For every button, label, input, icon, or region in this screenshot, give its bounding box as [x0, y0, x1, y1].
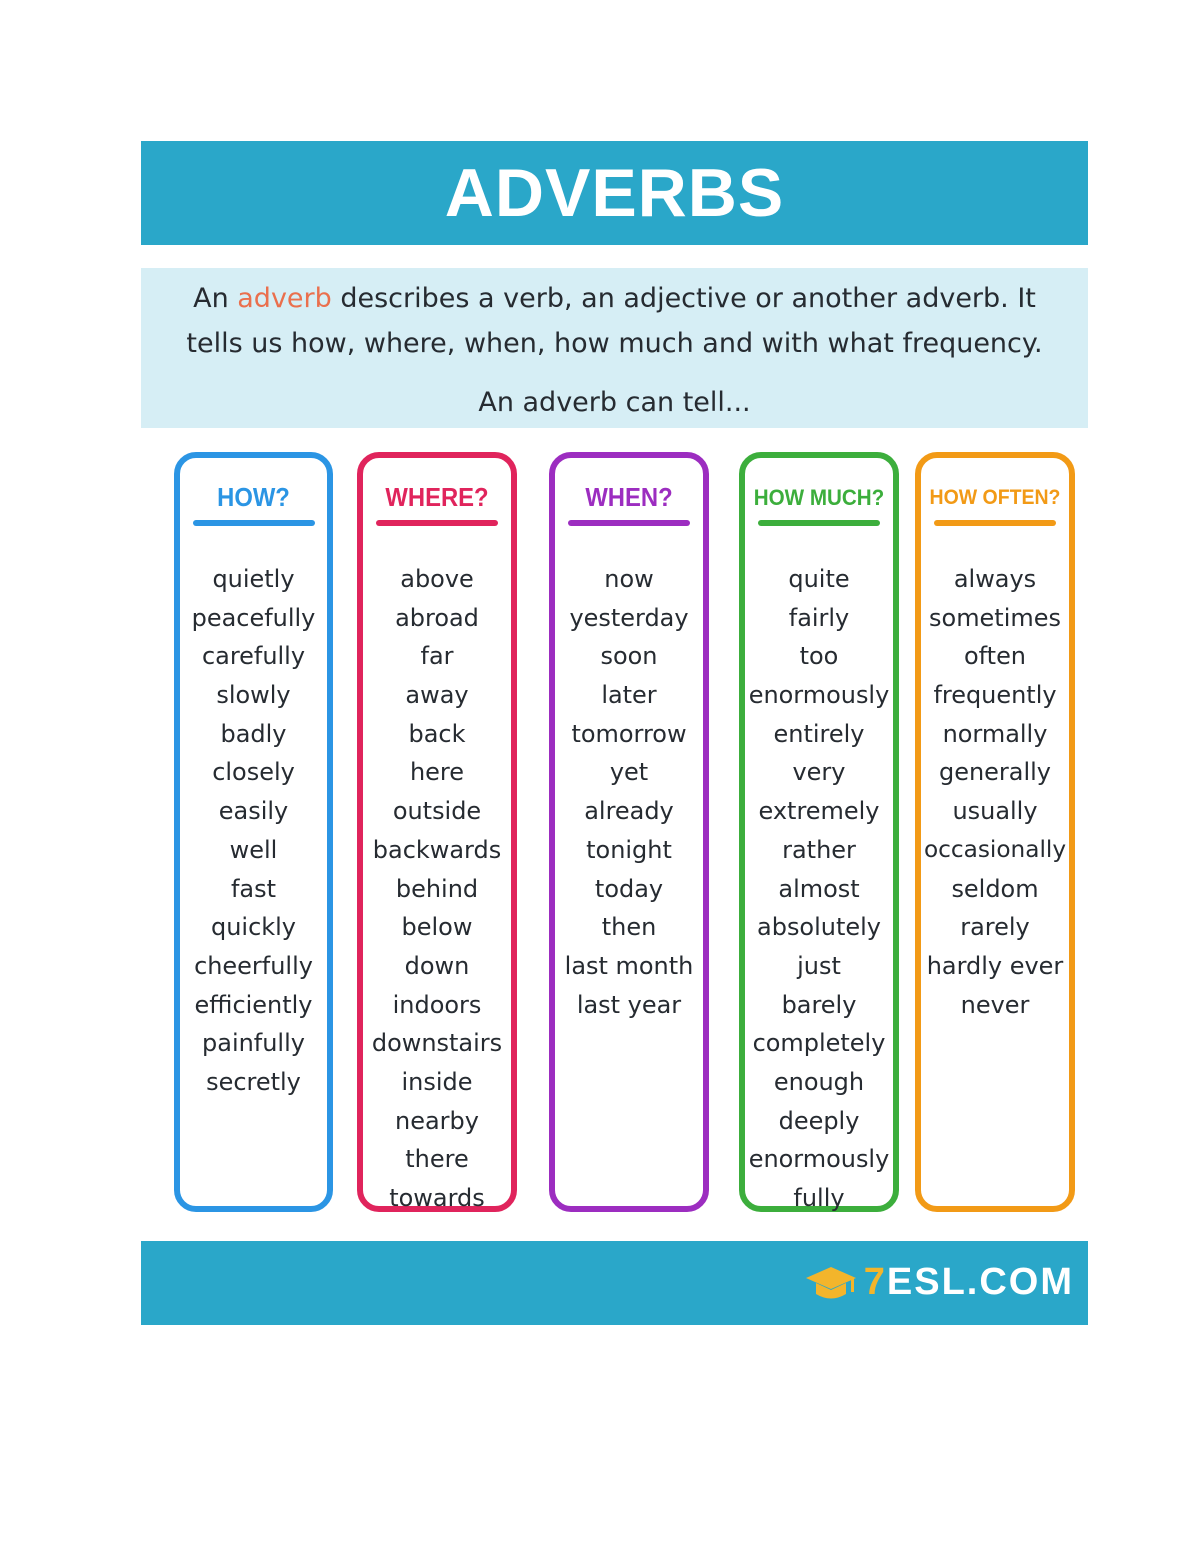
- logo-text: [864, 1261, 1074, 1304]
- word-item: absolutely: [757, 913, 881, 942]
- word-item: yesterday: [569, 603, 689, 632]
- word-item: down: [404, 951, 470, 980]
- column-title: HOW?: [217, 484, 290, 512]
- word-item: hardly ever: [926, 951, 1064, 980]
- word-item: below: [401, 913, 473, 942]
- column-where: [357, 452, 517, 1212]
- word-item: always: [953, 565, 1037, 593]
- column-underline: [193, 520, 315, 526]
- word-item: just: [797, 951, 841, 980]
- column-how-often: [915, 452, 1075, 1212]
- word-item: often: [963, 642, 1027, 671]
- word-item: almost: [778, 874, 860, 903]
- word-item: carefully: [201, 642, 306, 671]
- word-item: last month: [564, 951, 694, 980]
- intro-text: An: [193, 283, 238, 314]
- word-item: above: [400, 565, 474, 593]
- word-item: downstairs: [371, 1029, 503, 1058]
- word-item: later: [601, 681, 657, 710]
- column-title: HOW MUCH?: [753, 485, 885, 510]
- word-list: [745, 560, 893, 1218]
- word-item: enough: [773, 1067, 865, 1096]
- word-item: occasionally: [923, 835, 1067, 863]
- word-item: completely: [752, 1029, 886, 1058]
- graduation-cap-icon: [804, 1263, 858, 1303]
- word-item: peacefully: [191, 603, 316, 632]
- word-item: nearby: [395, 1106, 479, 1135]
- column-underline: [758, 520, 880, 526]
- word-item: normally: [942, 719, 1048, 748]
- word-item: cheerfully: [194, 951, 313, 980]
- word-item: easily: [218, 797, 289, 826]
- word-item: inside: [401, 1067, 473, 1096]
- word-item: badly: [220, 719, 287, 748]
- intro-line-3: An adverb can tell...: [478, 387, 751, 418]
- word-item: last year: [576, 990, 682, 1019]
- word-item: barely: [781, 990, 857, 1019]
- word-list: [555, 560, 703, 1024]
- word-item: tonight: [586, 835, 672, 864]
- word-item: extremely: [758, 797, 880, 826]
- word-item: frequently: [933, 681, 1057, 710]
- column-underline: [934, 520, 1056, 526]
- word-item: away: [405, 681, 469, 710]
- word-item: very: [792, 758, 846, 787]
- logo-domain: ESL.COM: [886, 1261, 1074, 1303]
- footer-banner: [141, 1241, 1088, 1325]
- word-item: back: [408, 719, 466, 748]
- word-item: entirely: [773, 719, 865, 748]
- word-item: abroad: [395, 603, 479, 632]
- word-item: outside: [392, 797, 482, 826]
- word-item: usually: [952, 797, 1038, 826]
- word-item: now: [604, 565, 654, 593]
- word-item: then: [601, 913, 657, 942]
- word-item: fast: [230, 874, 276, 903]
- word-item: quickly: [211, 913, 296, 942]
- column-title: WHERE?: [385, 484, 489, 512]
- column-underline: [568, 520, 690, 526]
- word-item: quietly: [212, 565, 295, 593]
- word-item: indoors: [392, 990, 482, 1019]
- word-item: well: [229, 835, 278, 864]
- column-title: WHEN?: [585, 484, 673, 512]
- word-item: too: [799, 642, 839, 671]
- word-item: enormously: [748, 681, 890, 710]
- word-item: rarely: [960, 913, 1030, 942]
- word-item: efficiently: [194, 990, 313, 1019]
- word-item: painfully: [202, 1029, 305, 1058]
- intro-panel: [141, 268, 1088, 428]
- word-item: slowly: [216, 681, 291, 710]
- logo-seven: 7: [863, 1261, 887, 1303]
- word-item: far: [420, 642, 454, 671]
- word-item: never: [960, 990, 1030, 1019]
- word-item: seldom: [951, 874, 1039, 903]
- word-item: sometimes: [929, 603, 1061, 632]
- word-item: soon: [600, 642, 658, 671]
- column-underline: [376, 520, 498, 526]
- title-banner: [141, 141, 1088, 245]
- word-item: tomorrow: [571, 719, 687, 748]
- intro-text: describes a verb, an adjective or another adverb. It: [331, 283, 1036, 314]
- word-item: backwards: [372, 835, 502, 864]
- word-list: [363, 560, 511, 1218]
- word-item: already: [584, 797, 674, 826]
- word-item: closely: [212, 758, 295, 787]
- word-item: generally: [939, 758, 1051, 787]
- intro-line-2: tells us how, where, when, how much and with what frequency.: [186, 328, 1043, 359]
- word-item: there: [405, 1145, 469, 1174]
- word-item: secretly: [206, 1067, 301, 1096]
- word-list: [921, 560, 1069, 1024]
- column-how-much: [739, 452, 899, 1212]
- column-how: [174, 452, 333, 1212]
- word-item: deeply: [778, 1106, 860, 1135]
- word-item: here: [409, 758, 464, 787]
- column-when: [549, 452, 709, 1212]
- brand-logo: [804, 1261, 1074, 1304]
- word-item: towards: [389, 1184, 485, 1212]
- adverb-highlight: adverb: [237, 283, 332, 314]
- word-item: behind: [395, 874, 479, 903]
- word-item: enormously: [748, 1145, 890, 1174]
- word-item: rather: [782, 835, 856, 864]
- word-item: today: [594, 874, 664, 903]
- word-list: [180, 560, 327, 1102]
- word-item: fully: [793, 1184, 845, 1212]
- word-item: yet: [609, 758, 649, 787]
- column-title: HOW OFTEN?: [929, 486, 1061, 509]
- word-item: quite: [788, 565, 850, 593]
- word-item: fairly: [788, 603, 850, 632]
- intro-line-1: [141, 276, 1088, 321]
- page-title: ADVERBS: [444, 155, 785, 231]
